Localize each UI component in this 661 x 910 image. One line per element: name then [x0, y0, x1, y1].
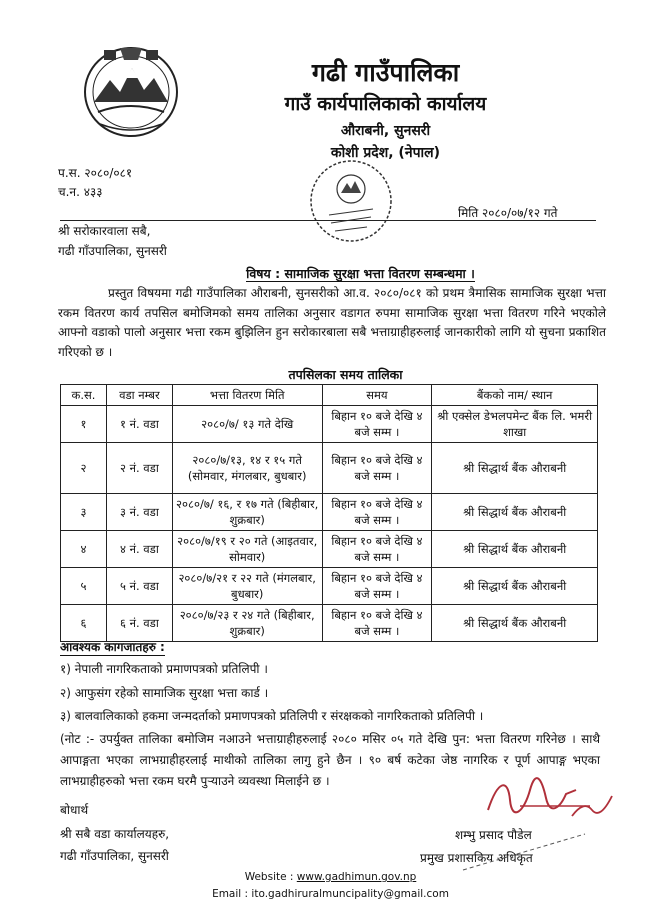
cell-serial: १ [61, 406, 107, 443]
cell-bank: श्री सिद्धार्थ बैंक औराबनी [432, 443, 598, 494]
cell-ward: २ नं. वडा [106, 443, 172, 494]
cell-bank: श्री एक्सेल डेभलपमेन्ट बैंक लि. भमरी शाखा [432, 406, 598, 443]
cell-bank: श्री सिद्धार्थ बैंक औराबनी [432, 531, 598, 568]
cell-ward: ५ नं. वडा [106, 568, 172, 605]
cell-ward: १ नं. वडा [106, 406, 172, 443]
cc-line-2: गढी गाँउपालिका, सुनसरी [60, 849, 169, 863]
schedule-title: तपसिलका समय तालिका [288, 367, 403, 382]
letter-date: मिति २०८०/०७/१२ गते [458, 206, 558, 220]
cell-bank: श्री सिद्धार्थ बैंक औराबनी [432, 494, 598, 531]
table-row [61, 568, 598, 605]
header-time: समय [322, 385, 432, 406]
cc-label: बोधार्थ [60, 803, 89, 817]
required-documents-heading: आवश्यक कागजातहरु : [60, 640, 165, 654]
letterhead-address: औराबनी, सुनसरी [340, 123, 431, 139]
email-label: Email : [212, 888, 252, 900]
cell-date: २०८०/७/ १३ गते देखि [172, 406, 322, 443]
signer-title: प्रमुख प्रशासकिय अधिकृत [420, 851, 533, 865]
cell-serial: ५ [61, 568, 107, 605]
cell-serial: ६ [61, 605, 107, 642]
cell-time: बिहान १० बजे देखि ४ बजे सम्म । [322, 494, 432, 531]
header-ward: वडा नम्बर [106, 385, 172, 406]
cell-time: बिहान १० बजे देखि ४ बजे सम्म । [322, 531, 432, 568]
signer-name: शम्भु प्रसाद पौडेल [455, 828, 532, 842]
letterhead-province: कोशी प्रदेश, (नेपाल) [330, 145, 441, 161]
designation-stamp [455, 812, 595, 872]
header-date: भत्ता वितरण मिति [172, 385, 322, 406]
cell-ward: ६ नं. वडा [106, 605, 172, 642]
letter-subject [0, 265, 661, 282]
document-item: १) नेपाली नागरिकताको प्रमाणपत्रको प्रतिलिपी । [60, 662, 268, 676]
cell-time: बिहान १० बजे देखि ४ बजे सम्म । [322, 605, 432, 642]
document-item: ३) बालवालिकाको हकमा जन्मदर्ताको प्रमाणपत्रको प्रतिलिपी र संरक्षकको नागरिकताको प्रतिलिपी । [60, 709, 484, 723]
website-link[interactable]: www.gadhimun.gov.np [296, 871, 417, 883]
office-seal-stamp [305, 155, 397, 247]
cell-time: बिहान १० बजे देखि ४ बजे सम्म । [322, 406, 432, 443]
cell-date: २०८०/७/१९ र २० गते (आइतवार, सोमवार) [172, 531, 322, 568]
document-item: २) आफुसंग रहेको सामाजिक सुरक्षा भत्ता कार्ड । [60, 686, 269, 700]
notice-body: प्रस्तुत विषयमा गढी गाउँपालिका औराबनी, सुनसरीको आ.व. २०८०/०८१ को प्रथम त्रैमासिक सामाजिक सुरक्षा भत्ता रकम वितरण कार्य तपसिल बमोजिमको समय तालिका अनुसार वडागत रुपमा सामाजिक सुरक्षा भत्ता वितरण गरिने भएकोले आफ्नो वडाको पालो अनुसार भत्ता रकम बुझिलिन हुन सरोकारबाला सबै भत्ताग्राहीहरुलाई जानकारीको लागि यो सुचना प्रकाशित गरिएको छ । [58, 286, 606, 359]
cell-ward: ३ नं. वडा [106, 494, 172, 531]
website-label: Website : [244, 871, 297, 883]
cell-date: २०८०/७/२३ र २४ गते (बिहीबार, शुक्रबार) [172, 605, 322, 642]
cell-date: २०८०/७/१३, १४ र १५ गते (सोमवार, मंगलबार, बुधबार) [172, 443, 322, 494]
table-row [61, 406, 598, 443]
letterhead-title: गढी गाउँपालिका [311, 58, 460, 87]
cell-serial: ४ [61, 531, 107, 568]
email-address[interactable]: ito.gadhiruralmuncipality@gmail.com [251, 888, 449, 900]
dispatch-number: च.न. ४३३ [58, 185, 103, 199]
table-row [61, 494, 598, 531]
email-line [0, 888, 661, 900]
cell-date: २०८०/७/२१ र २२ गते (मंगलबार, बुधबार) [172, 568, 322, 605]
recipient-line-2: गढी गाँउपालिका, सुनसरी [58, 244, 167, 258]
cell-time: बिहान १० बजे देखि ४ बजे सम्म । [322, 443, 432, 494]
cell-serial: २ [61, 443, 107, 494]
letter-number: प.स. २०८०/०८१ [58, 166, 133, 180]
cell-bank: श्री सिद्धार्थ बैंक औराबनी [432, 568, 598, 605]
cell-ward: ४ नं. वडा [106, 531, 172, 568]
cell-date: २०८०/७/ १६, र १७ गते (बिहीबार, शुक्रबार) [172, 494, 322, 531]
cell-bank: श्री सिद्धार्थ बैंक औराबनी [432, 605, 598, 642]
distribution-schedule-table [60, 384, 598, 642]
recipient-line-1: श्री सरोकारवाला सबै, [58, 224, 151, 238]
cc-line-1: श्री सबै वडा कार्यालयहरु, [60, 827, 170, 841]
header-serial: क.स. [61, 385, 107, 406]
table-row [61, 531, 598, 568]
table-row [61, 443, 598, 494]
subject-text: विषय : सामाजिक सुरक्षा भत्ता वितरण सम्बन्धमा । [246, 266, 475, 281]
header-bank: बैंकको नाम/ स्थान [432, 385, 598, 406]
table-row [61, 605, 598, 642]
notice-note: (नोट :- उपर्युक्त तालिका बमोजिम नआउने भत्ताग्राहीहरुलाई २०८० मसिर ०५ गते देखि पुन: भत्ता वितरण गरिनेछ । साथै आपाङ्गता भएका लाभग्राहीहरलाई माथीको तालिका लागु हुने छैन । ९० बर्ष कटेका जेष्ठ नागरिक र पूर्ण आपाङ्ग भएका लाभग्राहीहरुको भत्ता रकम घरमै पुऱ्याउने व्यवस्था मिलाईने छ । [60, 732, 600, 788]
website-line [0, 871, 661, 883]
cell-time: बिहान १० बजे देखि ४ बजे सम्म । [322, 568, 432, 605]
table-header-row [61, 385, 598, 406]
cell-serial: ३ [61, 494, 107, 531]
letterhead-subtitle: गाउँ कार्यपालिकाको कार्यालय [284, 93, 487, 115]
